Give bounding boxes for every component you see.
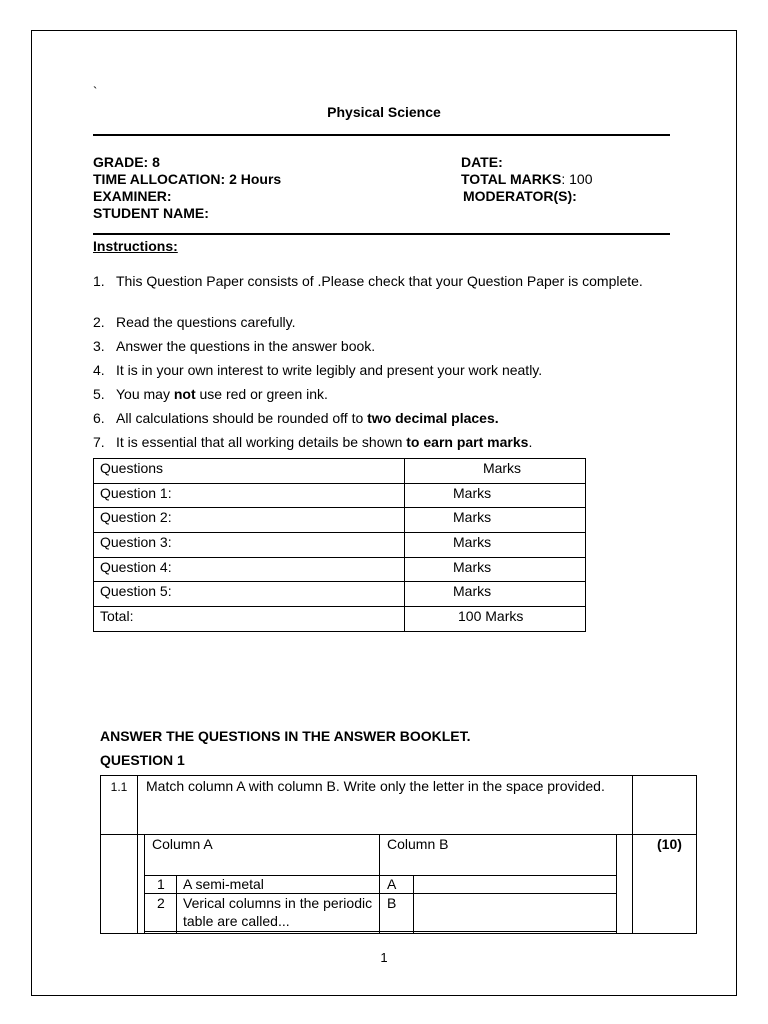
marks-table	[93, 458, 586, 632]
table-cell: Questions	[94, 459, 405, 484]
table-cell: Question 3:	[94, 533, 405, 558]
table-line	[137, 776, 138, 933]
table-row	[94, 483, 586, 508]
table-row	[94, 557, 586, 582]
table-line	[379, 834, 380, 933]
table-row	[94, 582, 586, 607]
table-cell: Marks	[405, 533, 586, 558]
date-label: DATE:	[461, 154, 503, 170]
instruction-item: 4. It is in your own interest to write legibly and present your work neatly.	[93, 362, 543, 378]
page-number: 1	[380, 950, 388, 965]
table-cell: Question 1:	[94, 483, 405, 508]
column-a-header: Column A	[152, 836, 213, 852]
table-row	[94, 607, 586, 632]
table-line	[144, 931, 617, 932]
table-cell: Total:	[94, 607, 405, 632]
table-cell: Question 4:	[94, 557, 405, 582]
table-line	[616, 834, 617, 933]
instructions-title: Instructions:	[93, 238, 178, 254]
instruction-item: 5. You may not use red or green ink.	[93, 386, 328, 402]
page-title: Physical Science	[327, 104, 441, 120]
table-row	[94, 533, 586, 558]
row-number: 2	[157, 895, 165, 911]
row-letter: A	[387, 876, 397, 892]
table-cell: Marks	[405, 508, 586, 533]
row-number: 1	[157, 876, 165, 892]
time-allocation-label: TIME ALLOCATION: 2 Hours	[93, 171, 282, 187]
table-cell: Marks	[405, 459, 586, 484]
student-name-label: STUDENT NAME:	[93, 205, 209, 221]
instruction-item: 3. Answer the questions in the answer book.	[93, 338, 376, 354]
stray-mark: `	[93, 84, 98, 99]
table-line	[632, 776, 633, 933]
question-number: 1.1	[110, 780, 128, 794]
table-cell: Marks	[405, 483, 586, 508]
grade-label: GRADE: 8	[93, 154, 160, 170]
table-cell: Marks	[405, 557, 586, 582]
question-heading: QUESTION 1	[100, 752, 185, 768]
instruction-item: 2. Read the questions carefully.	[93, 314, 296, 330]
row-text: Verical columns in the periodic table are called...	[183, 895, 373, 929]
instruction-item: 1. This Question Paper consists of .Please check that your Question Paper is complete.	[93, 273, 643, 289]
table-cell: Question 2:	[94, 508, 405, 533]
table-header-row	[94, 459, 586, 484]
divider	[93, 134, 670, 136]
table-row	[94, 508, 586, 533]
instruction-item: 7. It is essential that all working details be shown to earn part marks.	[93, 434, 533, 450]
total-marks-label: TOTAL MARKS: 100	[461, 171, 593, 187]
column-b-header: Column B	[387, 836, 449, 852]
table-cell: Question 5:	[94, 582, 405, 607]
table-cell: Marks	[405, 582, 586, 607]
table-line	[144, 834, 145, 933]
row-text: A semi-metal	[183, 876, 264, 892]
question-marks: (10)	[657, 836, 682, 852]
examiner-label: EXAMINER:	[93, 188, 172, 204]
row-letter: B	[387, 895, 397, 911]
question-1-table	[100, 775, 697, 934]
section-heading: ANSWER THE QUESTIONS IN THE ANSWER BOOKLET.	[100, 728, 471, 744]
instruction-item: 6. All calculations should be rounded off to two decimal places.	[93, 410, 499, 426]
moderator-label: MODERATOR(S):	[463, 188, 577, 204]
table-line	[176, 875, 177, 933]
table-cell: 100 Marks	[405, 607, 586, 632]
divider	[93, 233, 670, 235]
table-line	[413, 875, 414, 933]
question-instruction: Match column A with column B. Write only the letter in the space provided.	[146, 778, 605, 794]
